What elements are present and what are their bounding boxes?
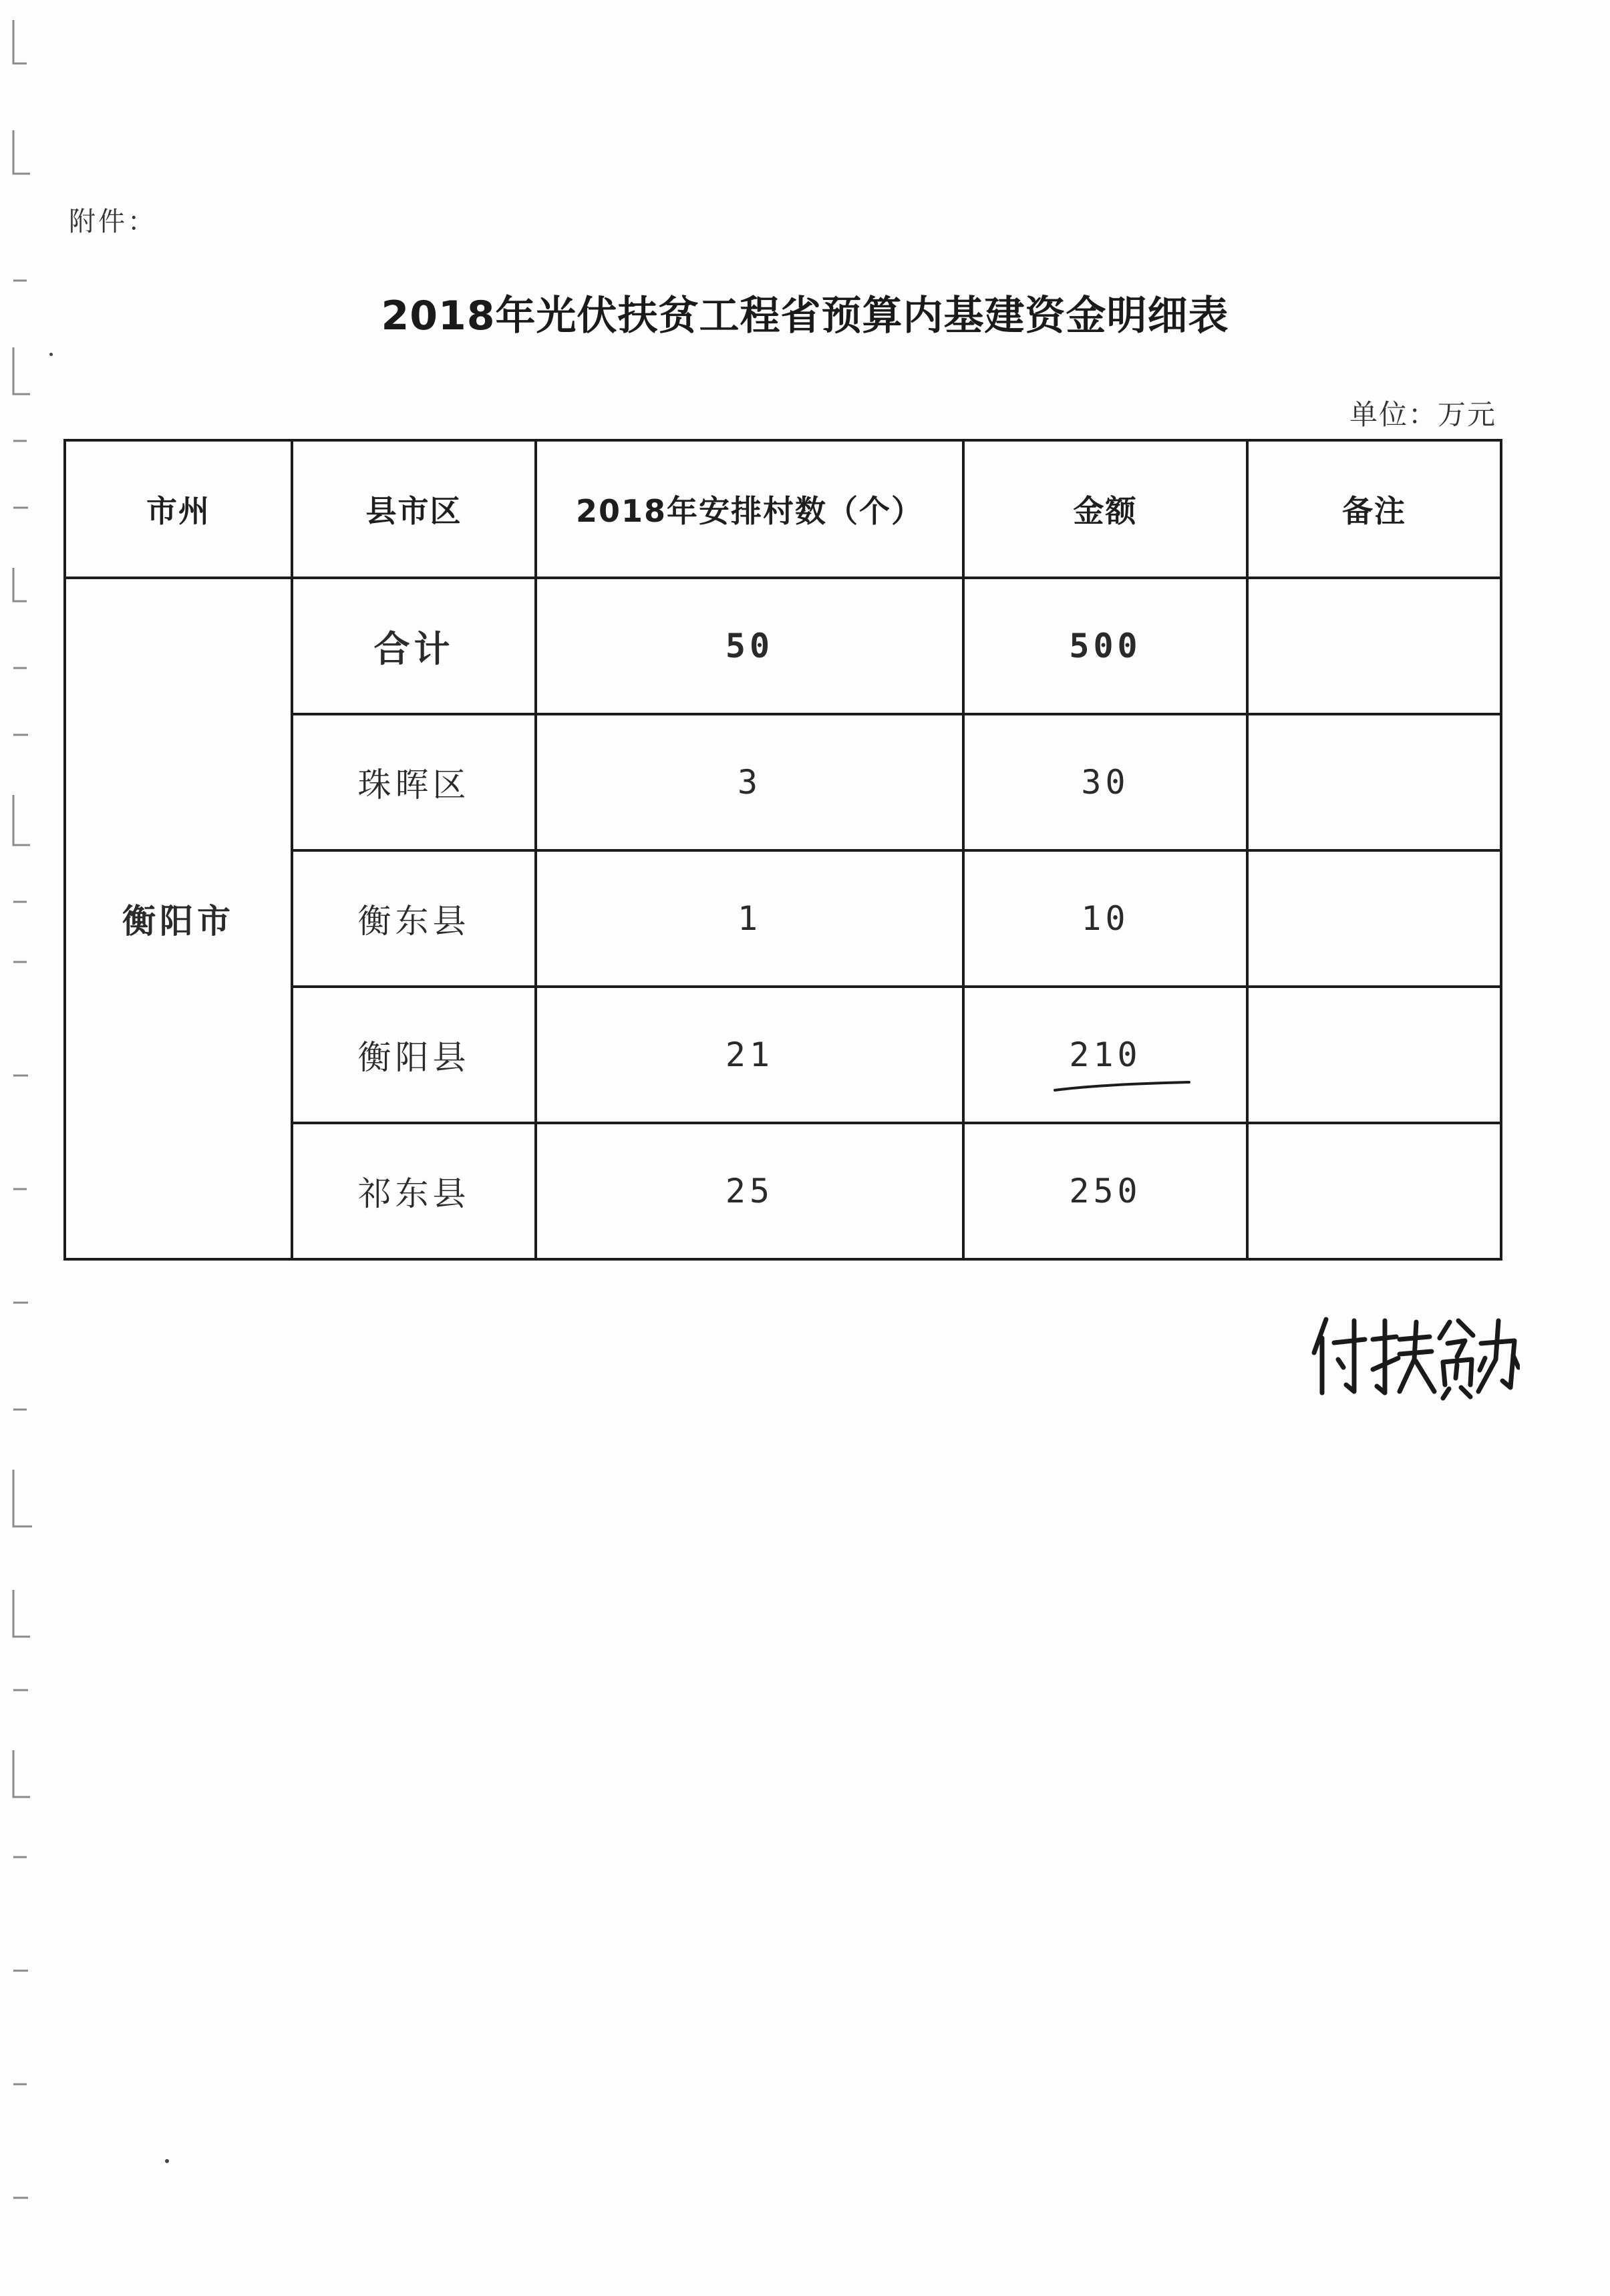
- table-header-row: [65, 440, 1501, 578]
- amount-cell: [963, 987, 1247, 1123]
- amount-value: 210: [1069, 1035, 1142, 1074]
- amount-cell: 500: [963, 578, 1247, 714]
- header-villages: 2018年安排村数（个）: [536, 440, 963, 578]
- table-row-total: [65, 578, 1501, 714]
- signature-graphic: [1306, 1306, 1520, 1406]
- villages-cell: 21: [536, 987, 963, 1123]
- remarks-cell: [1247, 1123, 1501, 1259]
- remarks-cell: [1247, 850, 1501, 987]
- villages-cell: 50: [536, 578, 963, 714]
- underlined-amount: [1069, 1035, 1141, 1074]
- county-cell: 衡阳县: [292, 987, 536, 1123]
- county-cell: 合计: [292, 578, 536, 714]
- city-cell: 衡阳市: [65, 578, 292, 1259]
- funds-table-container: [63, 439, 1500, 1261]
- scan-speck: [165, 2159, 169, 2163]
- document-title: 2018年光伏扶贫工程省预算内基建资金明细表: [381, 293, 1229, 339]
- header-county: 县市区: [292, 440, 536, 578]
- villages-cell: 1: [536, 850, 963, 987]
- remarks-cell: [1247, 714, 1501, 850]
- county-cell: 衡东县: [292, 850, 536, 987]
- header-remarks: 备注: [1247, 440, 1501, 578]
- unit-note: 单位：万元: [1349, 398, 1496, 431]
- binding-marks: [0, 0, 40, 2296]
- attachment-label: 附件：: [69, 206, 157, 237]
- county-cell: 珠晖区: [292, 714, 536, 850]
- villages-cell: 25: [536, 1123, 963, 1259]
- scan-speck: [49, 353, 53, 356]
- binding-marks-graphic: [0, 0, 40, 2296]
- amount-cell: 10: [963, 850, 1247, 987]
- funds-table: [63, 439, 1502, 1261]
- header-city: 市州: [65, 440, 292, 578]
- handwritten-signature: [1306, 1306, 1520, 1406]
- handwritten-underline-mark: [1052, 1077, 1192, 1097]
- villages-cell: 3: [536, 714, 963, 850]
- amount-cell: 250: [963, 1123, 1247, 1259]
- amount-cell: 30: [963, 714, 1247, 850]
- remarks-cell: [1247, 987, 1501, 1123]
- header-amount: 金额: [963, 440, 1247, 578]
- remarks-cell: [1247, 578, 1501, 714]
- county-cell: 祁东县: [292, 1123, 536, 1259]
